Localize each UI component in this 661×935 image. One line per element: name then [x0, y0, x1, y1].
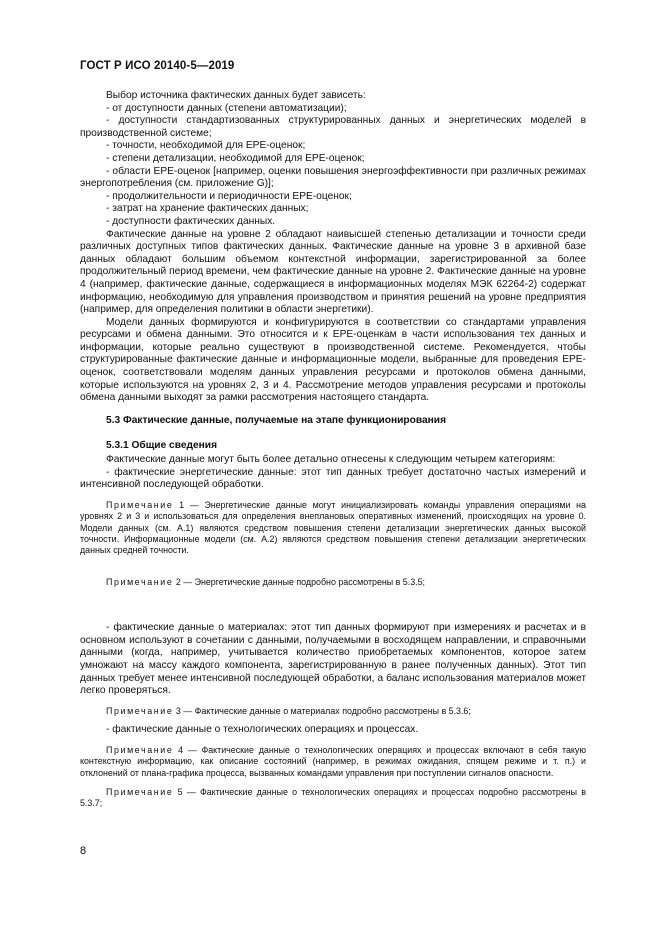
document-header: ГОСТ Р ИСО 20140-5—2019	[80, 60, 235, 72]
note-label: Примечание	[106, 744, 174, 755]
list-item: - точности, необходимой для ЕРЕ-оценок;	[106, 140, 306, 152]
note-label: Примечание	[106, 499, 174, 510]
list-item: - доступности фактических данных.	[106, 215, 276, 227]
note-3: Примечание 3 — Фактические данные о материалах подробно рассмотрены в 5.3.6;	[106, 705, 471, 716]
list-item: - продолжительности и периодичности ЕРЕ-оценок;	[106, 190, 352, 202]
bullet-tech-data: - фактические данные о технологических операциях и процессах.	[106, 724, 419, 736]
page-number: 8	[80, 845, 87, 857]
note-label: Примечание	[106, 787, 174, 798]
note-4: Примечание 4 — Фактические данные о технологических операциях и процессах включают в себя такую контекстную информацию, как описание состояний (например, в режимах ожидания, спящем режиме и т. п.) и отклонений от плана-графика процесса, вызванных командами управления при поступлении сигналов опасности.	[80, 744, 586, 778]
bullet-materials-data: - фактические данные о материалах: этот тип данных формируют при измерениях и расчетах и в основном используют в сочетании с данными, получаемыми в восходящем направлении, и справочными данными (когда, например, учитывается количество приобретаемых компонентов, которое затем умножают на массу каждого компонента, зарегистрированную в ранее полученных данных). Этот тип данных требует менее интенсивной последующей обработки, а баланс использования материалов может легко проверяться.	[80, 622, 586, 697]
list-item: - затрат на хранение фактических данных;	[106, 203, 309, 215]
list-item: - области ЕРЕ-оценок [например, оценки повышения энергоэффективности при различных режимах энергопотребления (см. приложение G)];	[80, 165, 586, 190]
list-item: - доступности стандартизованных структурированных данных и энергетических моделей в производственной системе;	[80, 115, 586, 139]
list-item: - от доступности данных (степени автоматизации);	[106, 102, 347, 114]
note-5: Примечание 5 — Фактические данные о технологических операциях и процессах подробно рассмотрены в 5.3.7;	[80, 787, 586, 809]
note-label: Примечание	[106, 576, 174, 587]
bullet-energy-data: - фактические энергетические данные: этот тип данных требует достаточно частых измерений и интенсивной последующей обработки.	[80, 466, 586, 491]
page-content	[80, 90, 586, 810]
paragraph-levels: Фактические данные на уровне 2 обладают наивысшей степенью детализации и точности среди различных доступных типов фактических данных. Фактические данные на уровне 3 в архивной базе данных обладают большим объемом контекстной информации, зарегистрированной за более продолжительный период времени, чем фактические данные на уровне 2. Фактические данные на уровне 4 (например, фактические данные, содержащиеся в информационных моделях МЭК 62264-2) содержат информацию, необходимую для управления производством и принятия решений на уровне предприятия (например, для определения политики в области энергетики).	[80, 228, 586, 316]
section-heading-5-3-1: 5.3.1 Общие сведения	[106, 440, 218, 452]
note-2: Примечание 2 — Энергетические данные подробно рассмотрены в 5.3.5;	[106, 576, 426, 587]
paragraph-categories: Фактические данные могут быть более детально отнесены к следующим четырем категориям:	[106, 454, 556, 466]
note-1: Примечание 1 — Энергетические данные могут инициализировать команды управления операциями на уровнях 2 и 3 и использоваться для определения внеплановых оперативных изменений, происходящих на уровне 0. Модели данных (см. А.1) являются средством повышения степени детализации энергетических данных высокой точности. Информационные модели (см. А.2) являются средством повышения степени детализации энергетических данных средней точности.	[80, 499, 586, 556]
paragraph-data-models: Модели данных формируются и конфигурируются в соответствии со стандартами управления ресурсами и обмена данными. Это относится и к ЕРЕ-оценкам в части использования тех данных и информации, которые реально существуют в производственной системе. Рекомендуется, чтобы структурированные фактические данные и информационные модели, выбранные для проведения ЕРЕ-оценок, соответствовали моделям данных управления ресурсами и протоколов обмена данными, которые используются на уровнях 2, 3 и 4. Рассмотрение методов управления ресурсами и протоколы обмена данными выходят за рамки рассмотрения настоящего стандарта.	[80, 316, 586, 404]
note-label: Примечание	[106, 705, 174, 716]
list-item: - степени детализации, необходимой для ЕРЕ-оценок;	[106, 152, 365, 164]
section-heading-5-3: 5.3 Фактические данные, получаемые на этапе функционирования	[106, 414, 447, 426]
intro-paragraph: Выбор источника фактических данных будет зависеть:	[106, 90, 366, 101]
